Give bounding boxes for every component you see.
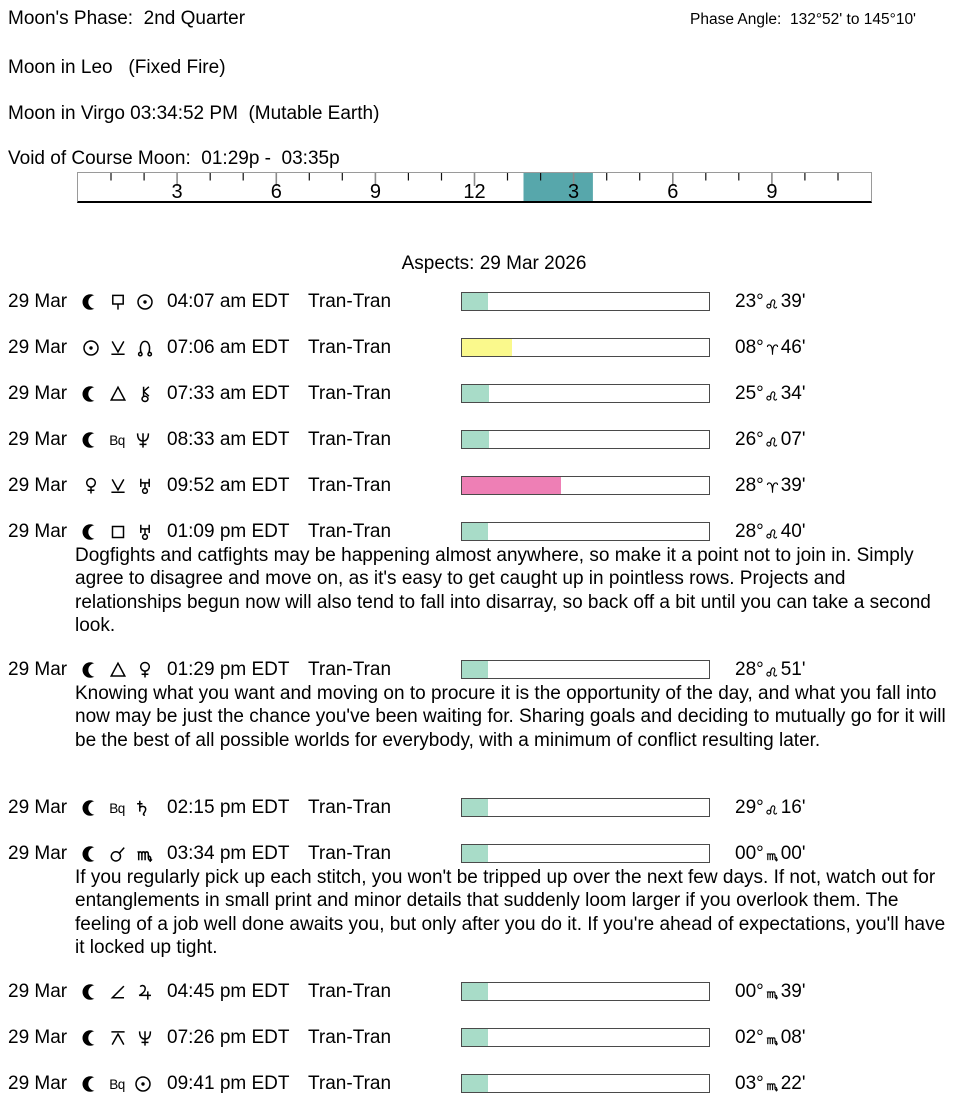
moon-icon <box>81 292 101 312</box>
minute-value: 22' <box>780 1073 806 1094</box>
virgo-icon <box>765 848 780 863</box>
aspect-type: Tran-Tran <box>308 521 392 542</box>
aspect-date: 29 Mar <box>8 291 68 312</box>
aspect-time: 07:33 am EDT <box>167 383 290 404</box>
aspect-type: Tran-Tran <box>308 475 392 496</box>
orb-progress-bar <box>461 798 710 817</box>
void-of-course-text: Void of Course Moon: 01:29p - 03:35p <box>8 148 340 169</box>
aspect-type: Tran-Tran <box>308 843 392 864</box>
orb-progress-fill <box>462 661 488 678</box>
degree-value: 08° <box>735 337 764 358</box>
orb-progress-fill <box>462 1075 488 1092</box>
aspect-degree <box>735 843 806 865</box>
orb-progress-bar <box>461 1074 710 1093</box>
minute-value: 46' <box>780 337 806 358</box>
aspect-symbols <box>81 843 155 865</box>
moon-icon <box>81 522 101 542</box>
biquintile-icon: Bq <box>109 432 125 448</box>
aspect-time: 08:33 am EDT <box>167 429 290 450</box>
orb-progress-bar <box>461 430 710 449</box>
aspect-interpretation-text: Knowing what you want and moving on to procure it is the opportunity of the day, and what you fall into now may be just the chance you've been waiting for. Sharing goals and deciding to mutually go for it will be the best of all possible worlds for everybody, with a minimum of conflict resulting later. <box>75 683 946 751</box>
minute-value: 34' <box>780 383 806 404</box>
void-period-highlight <box>524 173 593 201</box>
orb-progress-bar <box>461 982 710 1001</box>
phase-angle-text: Phase Angle: 132°52' to 145°10' <box>690 11 917 28</box>
aspect-date: 29 Mar <box>8 337 68 358</box>
aspect-time: 03:34 pm EDT <box>167 843 290 864</box>
aspect-degree <box>735 429 806 451</box>
aspect-type: Tran-Tran <box>308 1027 392 1048</box>
aspect-date: 29 Mar <box>8 1073 68 1094</box>
moon-icon <box>81 844 101 864</box>
trine-icon <box>108 660 128 680</box>
uranus-icon <box>135 476 155 496</box>
aspect-symbols <box>81 981 155 1003</box>
ruler-hour-label: 12 <box>463 181 486 201</box>
leo-icon <box>765 388 780 403</box>
jupiter-icon <box>135 982 155 1002</box>
neptune-icon <box>133 430 153 450</box>
moon-phase-text: Moon's Phase: 2nd Quarter <box>8 8 246 29</box>
degree-value: 28° <box>735 475 764 496</box>
degree-value: 23° <box>735 291 764 312</box>
aspect-symbols <box>81 383 155 405</box>
sun-icon <box>81 338 101 358</box>
aspect-degree <box>735 521 806 543</box>
moon-icon <box>81 798 101 818</box>
ruler-hour-label: 6 <box>270 181 282 201</box>
aries-icon <box>765 480 780 495</box>
degree-value: 28° <box>735 521 764 542</box>
biquintile-icon: Bq <box>109 1076 125 1092</box>
orb-progress-bar <box>461 844 710 863</box>
sun-icon <box>133 1074 153 1094</box>
aspect-symbols <box>81 1027 155 1049</box>
orb-progress-bar <box>461 292 710 311</box>
degree-value: 29° <box>735 797 764 818</box>
leo-icon <box>765 296 780 311</box>
quincunx-icon <box>108 1028 128 1048</box>
square-icon <box>108 522 128 542</box>
semisextile-icon <box>108 476 128 496</box>
aspect-degree <box>735 1027 806 1049</box>
aspect-date: 29 Mar <box>8 429 68 450</box>
aspect-row <box>0 291 968 313</box>
semisextile-icon <box>108 338 128 358</box>
aspect-symbols <box>81 475 155 497</box>
uranus-icon <box>135 522 155 542</box>
conjunction-icon <box>108 844 128 864</box>
orb-progress-fill <box>462 523 488 540</box>
neptune-icon <box>135 1028 155 1048</box>
aspect-type: Tran-Tran <box>308 291 392 312</box>
aspect-date: 29 Mar <box>8 843 68 864</box>
orb-progress-bar <box>461 1028 710 1047</box>
aspect-time: 09:41 pm EDT <box>167 1073 290 1094</box>
orb-progress-fill <box>462 1029 488 1046</box>
orb-progress-bar <box>461 338 710 357</box>
orb-progress-bar <box>461 384 710 403</box>
aspect-time: 01:09 pm EDT <box>167 521 290 542</box>
aspect-type: Tran-Tran <box>308 383 392 404</box>
ruler-hour-label: 6 <box>667 181 679 201</box>
chiron-icon <box>135 384 155 404</box>
aspect-symbols <box>81 521 155 543</box>
minute-value: 39' <box>780 475 806 496</box>
aspect-time: 02:15 pm EDT <box>167 797 290 818</box>
aspect-degree <box>735 981 806 1003</box>
aspect-time: 01:29 pm EDT <box>167 659 290 680</box>
degree-value: 00° <box>735 843 764 864</box>
aspect-row <box>0 521 968 543</box>
orb-progress-fill <box>462 477 561 494</box>
aspect-row <box>0 659 968 681</box>
aspect-date: 29 Mar <box>8 521 68 542</box>
orb-progress-fill <box>462 293 488 310</box>
semisquare-icon <box>108 982 128 1002</box>
leo-icon <box>765 434 780 449</box>
aspect-type: Tran-Tran <box>308 337 392 358</box>
aspect-time: 09:52 am EDT <box>167 475 290 496</box>
minute-value: 51' <box>780 659 806 680</box>
sun-icon <box>135 292 155 312</box>
aspect-row <box>0 475 968 497</box>
orb-progress-fill <box>462 339 512 356</box>
sesquiquadrate-icon <box>108 292 128 312</box>
aspect-symbols <box>81 797 153 819</box>
aspect-row <box>0 797 968 819</box>
aspect-symbols <box>81 429 153 451</box>
aspect-date: 29 Mar <box>8 1027 68 1048</box>
moon-icon <box>81 1028 101 1048</box>
ruler-hour-label: 9 <box>369 181 381 201</box>
minute-value: 40' <box>780 521 806 542</box>
degree-value: 28° <box>735 659 764 680</box>
aspect-degree <box>735 291 806 313</box>
orb-progress-fill <box>462 799 488 816</box>
biquintile-icon: Bq <box>109 800 125 816</box>
aspect-interpretation-text: Dogfights and catfights may be happening almost anywhere, so make it a point not to join in. Simply agree to disagree and move on, as it's easy to get caught up in pointless rows. Projects and relationships begun now will also tend to fall into disarray, so back off a bit until you can take a second look. <box>75 545 931 636</box>
moon-icon <box>81 660 101 680</box>
leo-icon <box>765 526 780 541</box>
orb-progress-bar <box>461 660 710 679</box>
minute-value: 39' <box>780 981 806 1002</box>
virgo-icon <box>765 986 780 1001</box>
degree-value: 00° <box>735 981 764 1002</box>
aspect-date: 29 Mar <box>8 981 68 1002</box>
moon-sign-text: Moon in Leo (Fixed Fire) <box>8 57 226 78</box>
aspect-symbols <box>81 659 155 681</box>
minute-value: 00' <box>780 843 806 864</box>
void-of-course-timeline <box>77 172 872 203</box>
venus-icon <box>81 476 101 496</box>
ruler-hour-label: 9 <box>766 181 778 201</box>
minute-value: 39' <box>780 291 806 312</box>
aries-icon <box>765 342 780 357</box>
aspect-date: 29 Mar <box>8 797 68 818</box>
aspect-type: Tran-Tran <box>308 797 392 818</box>
aspect-type: Tran-Tran <box>308 659 392 680</box>
aspect-date: 29 Mar <box>8 383 68 404</box>
aspect-symbols <box>81 1073 153 1095</box>
aspect-row <box>0 981 968 1003</box>
moon-icon <box>81 430 101 450</box>
aspect-row <box>0 1073 968 1095</box>
orb-progress-bar <box>461 522 710 541</box>
degree-value: 25° <box>735 383 764 404</box>
moon-icon <box>81 982 101 1002</box>
orb-progress-bar <box>461 476 710 495</box>
virgo-icon <box>765 1078 780 1093</box>
aspect-degree <box>735 1073 806 1095</box>
aspect-date: 29 Mar <box>8 659 68 680</box>
aspect-time: 07:06 am EDT <box>167 337 290 358</box>
trine-icon <box>108 384 128 404</box>
orb-progress-fill <box>462 983 488 1000</box>
aspect-degree <box>735 383 806 405</box>
minute-value: 16' <box>780 797 806 818</box>
orb-progress-fill <box>462 431 489 448</box>
degree-value: 03° <box>735 1073 764 1094</box>
aspect-row <box>0 337 968 359</box>
aspect-row <box>0 1027 968 1049</box>
minute-value: 07' <box>780 429 806 450</box>
aspect-time: 04:07 am EDT <box>167 291 290 312</box>
aspect-date: 29 Mar <box>8 475 68 496</box>
aspect-type: Tran-Tran <box>308 429 392 450</box>
ruler-hour-label: 3 <box>171 181 183 201</box>
aspect-degree <box>735 659 806 681</box>
moon-ingress-text: Moon in Virgo 03:34:52 PM (Mutable Earth) <box>8 103 380 124</box>
aspect-degree <box>735 337 806 359</box>
north-node-icon <box>135 338 155 358</box>
aspect-interpretation-text: If you regularly pick up each stitch, you won't be tripped up over the next few days. If not, watch out for entanglements in small print and minor details that suddenly loom larger if you overlook them. The feeling of a job well done awaits you, but only after you do it. If you're ahead of expectations, you'll have it locked up tight. <box>75 867 946 958</box>
degree-value: 26° <box>735 429 764 450</box>
aspects-title: Aspects: 29 Mar 2026 <box>401 253 587 274</box>
degree-value: 02° <box>735 1027 764 1048</box>
virgo-icon <box>765 1032 780 1047</box>
leo-icon <box>765 802 780 817</box>
aspect-symbols <box>81 291 155 313</box>
aspect-row <box>0 843 968 865</box>
minute-value: 08' <box>780 1027 806 1048</box>
aspect-time: 04:45 pm EDT <box>167 981 290 1002</box>
aspect-row <box>0 429 968 451</box>
orb-progress-fill <box>462 385 489 402</box>
ruler-hour-label: 3 <box>568 181 580 201</box>
aspect-type: Tran-Tran <box>308 981 392 1002</box>
leo-icon <box>765 664 780 679</box>
orb-progress-fill <box>462 845 488 862</box>
venus-icon <box>135 660 155 680</box>
aspect-type: Tran-Tran <box>308 1073 392 1094</box>
virgo-icon <box>135 844 155 864</box>
moon-icon <box>81 384 101 404</box>
aspect-time: 07:26 pm EDT <box>167 1027 290 1048</box>
aspect-degree <box>735 475 806 497</box>
aspect-symbols <box>81 337 155 359</box>
moon-icon <box>81 1074 101 1094</box>
aspect-degree <box>735 797 806 819</box>
saturn-icon <box>133 798 153 818</box>
aspect-row <box>0 383 968 405</box>
